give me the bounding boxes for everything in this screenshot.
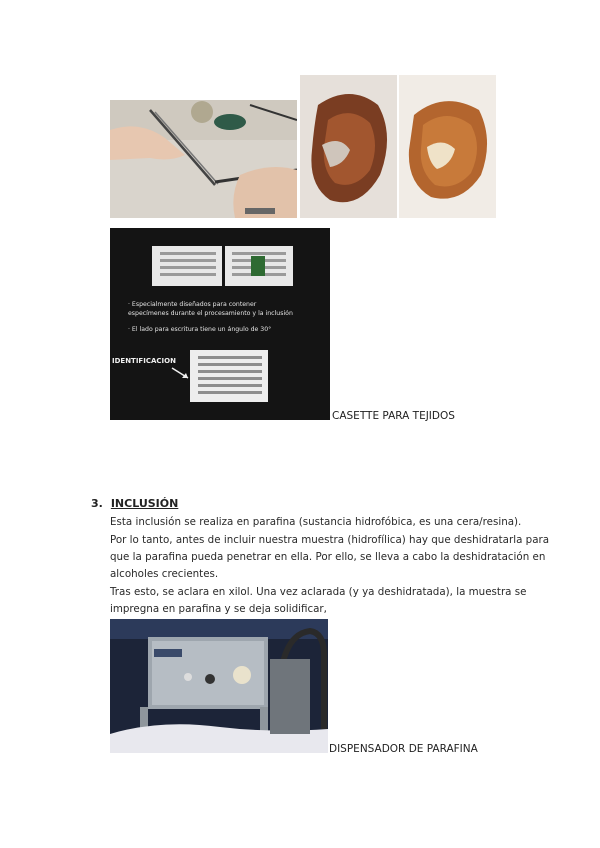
- section-title: INCLUSIÓN: [110, 497, 179, 510]
- cassette-bullet-1-line-2: especímenes durante el procesamiento y la inclusión: [128, 310, 293, 317]
- paragraph-line: impregna en parafina y se deja solidificar,: [110, 603, 327, 615]
- cassette-bullet-2: · El lado para escritura tiene un ángulo de 30°: [128, 326, 272, 333]
- paragraph-line: que la parafina pueda penetrar en ella. Por ello, se lleva a cabo la deshidratación en: [110, 551, 546, 563]
- hands-dissection-photo: [110, 100, 297, 218]
- kidney-section-photo-2: [399, 75, 496, 218]
- paragraph-line: Tras esto, se aclara en xilol. Una vez aclarada (y ya deshidratada), la muestra se: [110, 586, 527, 598]
- section-number: 3.: [91, 497, 103, 510]
- tissue-cassette-photo: [110, 228, 330, 420]
- paraffin-dispenser-photo: [110, 619, 328, 753]
- identification-label: IDENTIFICACION: [112, 357, 176, 365]
- paragraph-line: Esta inclusión se realiza en parafina (sustancia hidrofóbica, es una cera/resina).: [110, 516, 522, 528]
- paragraph-line: alcoholes crecientes.: [110, 568, 219, 580]
- section-heading: [91, 497, 178, 510]
- cassette-bullet-1-line-1: · Especialmente diseñados para contener: [128, 301, 257, 308]
- kidney-section-photo-1: [300, 75, 397, 218]
- paraffin-caption: DISPENSADOR DE PARAFINA: [329, 743, 478, 755]
- cassette-caption: CASETTE PARA TEJIDOS: [332, 410, 455, 422]
- paragraph-line: Por lo tanto, antes de incluir nuestra muestra (hidrofílica) hay que deshidratarla para: [110, 534, 550, 546]
